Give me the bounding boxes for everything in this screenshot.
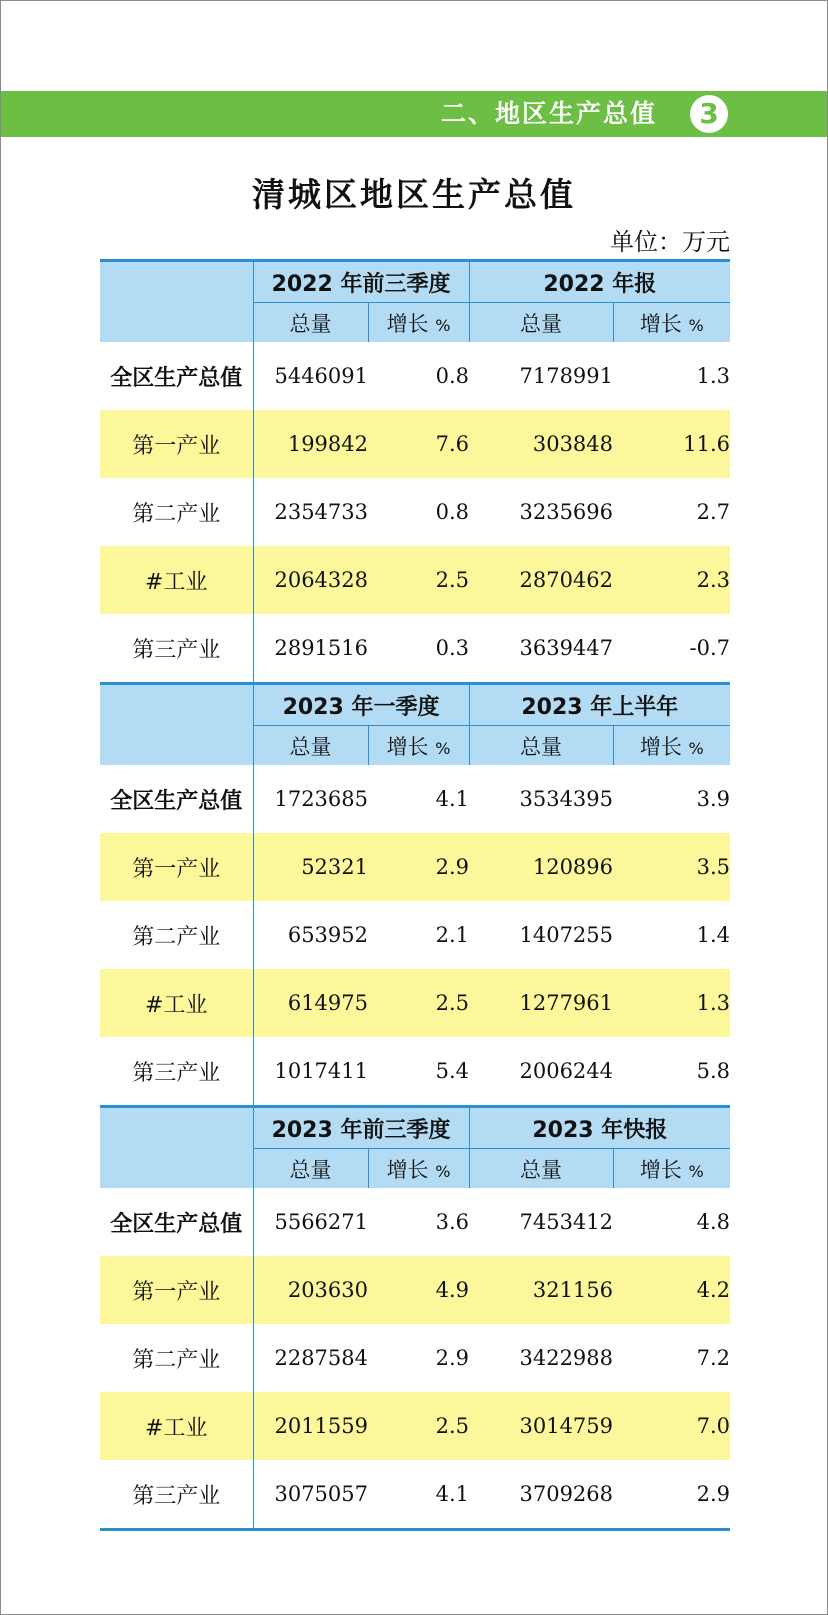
period-a-total: 614975 [253,969,368,1037]
period-a-total: 3075057 [274,1482,368,1506]
table-row [100,478,730,546]
growth-label: 增长 [639,734,682,759]
period-a-growth: 7.6 [368,410,469,478]
period-b-header: 2023 年快报 [469,1107,730,1149]
period-b-header: 2023 年上半年 [469,684,730,726]
growth-header [368,303,469,343]
period-b-growth: 2.9 [696,1482,731,1506]
table-row [100,410,730,478]
period-a-total: 2891516 [274,636,368,660]
header-blank-cell [100,261,253,303]
growth-label: 增长 [639,311,682,336]
table-row [100,546,730,614]
row-label: #工业 [100,546,253,614]
header-blank-cell [100,303,253,343]
growth-label: 增长 [386,734,429,759]
gdp-table [100,259,730,1531]
period-a-total: 653952 [287,923,368,947]
row-label: 第二产业 [100,901,253,969]
period-a-growth: 2.5 [368,969,469,1037]
period-b-total: 3422988 [519,1346,614,1370]
row-label: 第三产业 [100,614,253,684]
period-a-total: 199842 [253,410,368,478]
table-row [100,1392,730,1460]
percent-sign: % [688,738,704,758]
period-a-growth: 5.4 [435,1059,470,1083]
period-a-growth: 2.9 [435,1346,470,1370]
growth-header [368,1149,469,1189]
growth-header [613,1149,730,1189]
table-row [100,614,730,684]
period-a-growth: 2.9 [368,833,469,901]
header-blank-cell [100,1149,253,1189]
table-row [100,901,730,969]
banner-title: 二、地区生产总值 [440,99,657,128]
percent-sign: % [688,315,704,335]
section-header-row [100,684,730,726]
period-b-total: 3639447 [519,636,614,660]
page-number-badge: 3 [690,95,728,133]
header-blank-cell [100,726,253,766]
total-header: 总量 [253,726,368,766]
period-a-growth: 4.9 [368,1256,469,1324]
period-a-total: 2064328 [253,546,368,614]
period-b-total: 7178991 [519,364,614,388]
total-header: 总量 [253,1149,368,1189]
period-b-growth: 7.0 [613,1392,730,1460]
period-b-total: 3235696 [519,500,614,524]
table-row [100,342,730,410]
section-subheader-row [100,303,730,343]
row-label: 第一产业 [100,833,253,901]
period-b-growth: -0.7 [689,636,731,660]
section-banner [1,91,827,137]
period-b-total: 120896 [469,833,613,901]
table-row [100,833,730,901]
row-label: #工业 [100,969,253,1037]
row-label: 第一产业 [100,1256,253,1324]
period-a-total: 52321 [253,833,368,901]
period-a-header: 2023 年前三季度 [271,1117,451,1143]
period-a-growth: 4.1 [435,787,470,811]
period-a-growth: 0.8 [435,500,470,524]
period-b-growth: 4.8 [696,1210,731,1234]
table-row [100,1460,730,1530]
row-label: 全区生产总值 [100,342,253,410]
period-b-growth: 3.9 [696,787,731,811]
period-a-growth: 0.3 [435,636,470,660]
period-b-total: 2006244 [519,1059,614,1083]
row-label: 第三产业 [100,1460,253,1530]
period-b-growth: 4.2 [613,1256,730,1324]
row-label: 第一产业 [100,410,253,478]
period-a-growth: 2.5 [368,546,469,614]
table-row [100,1324,730,1392]
period-b-growth: 1.3 [696,364,731,388]
percent-sign: % [435,1161,451,1181]
period-a-header: 2023 年一季度 [282,694,440,720]
section-subheader-row [100,726,730,766]
period-b-growth: 1.3 [613,969,730,1037]
growth-label: 增长 [386,1157,429,1182]
period-b-total: 3014759 [469,1392,613,1460]
period-b-growth: 5.8 [696,1059,731,1083]
table-row [100,969,730,1037]
period-a-total: 5446091 [274,364,368,388]
total-header: 总量 [253,303,368,343]
period-b-total: 2870462 [469,546,613,614]
row-label: 全区生产总值 [100,765,253,833]
growth-header [368,726,469,766]
period-a-growth: 2.1 [435,923,470,947]
period-a-total: 2011559 [253,1392,368,1460]
period-b-total: 7453412 [519,1210,614,1234]
period-a-total: 1723685 [274,787,368,811]
growth-label: 增长 [639,1157,682,1182]
period-b-growth: 7.2 [696,1346,731,1370]
period-a-total: 5566271 [274,1210,368,1234]
period-a-total: 203630 [253,1256,368,1324]
period-b-header: 2022 年报 [469,261,730,303]
table-row [100,1256,730,1324]
period-a-growth: 0.8 [435,364,470,388]
table-row [100,1037,730,1107]
table-row [100,1188,730,1256]
period-a-total: 1017411 [274,1059,368,1083]
section-subheader-row [100,1149,730,1189]
period-b-growth: 11.6 [613,410,730,478]
row-label: 第二产业 [100,1324,253,1392]
growth-header [613,726,730,766]
total-header: 总量 [469,726,613,766]
section-header-row [100,261,730,303]
period-a-growth: 3.6 [435,1210,470,1234]
header-blank-cell [100,1107,253,1149]
growth-header [613,303,730,343]
header-blank-cell [100,684,253,726]
period-b-growth: 1.4 [696,923,731,947]
row-label: 全区生产总值 [100,1188,253,1256]
row-label: #工业 [100,1392,253,1460]
period-a-growth: 4.1 [435,1482,470,1506]
period-b-total: 1277961 [469,969,613,1037]
growth-label: 增长 [386,311,429,336]
total-header: 总量 [469,303,613,343]
row-label: 第三产业 [100,1037,253,1107]
table-row [100,765,730,833]
period-b-growth: 2.3 [613,546,730,614]
period-a-total: 2287584 [274,1346,368,1370]
period-a-header: 2022 年前三季度 [271,271,451,297]
percent-sign: % [688,1161,704,1181]
period-b-growth: 2.7 [696,500,731,524]
row-label: 第二产业 [100,478,253,546]
period-b-total: 321156 [469,1256,613,1324]
page-title: 清城区地区生产总值 [252,175,576,214]
unit-label: 单位：万元 [610,228,730,256]
period-b-total: 1407255 [519,923,614,947]
period-b-total: 3709268 [519,1482,614,1506]
section-header-row [100,1107,730,1149]
period-a-growth: 2.5 [368,1392,469,1460]
percent-sign: % [435,315,451,335]
period-b-growth: 3.5 [613,833,730,901]
period-a-total: 2354733 [274,500,368,524]
period-b-total: 3534395 [519,787,614,811]
period-b-total: 303848 [469,410,613,478]
total-header: 总量 [469,1149,613,1189]
percent-sign: % [435,738,451,758]
